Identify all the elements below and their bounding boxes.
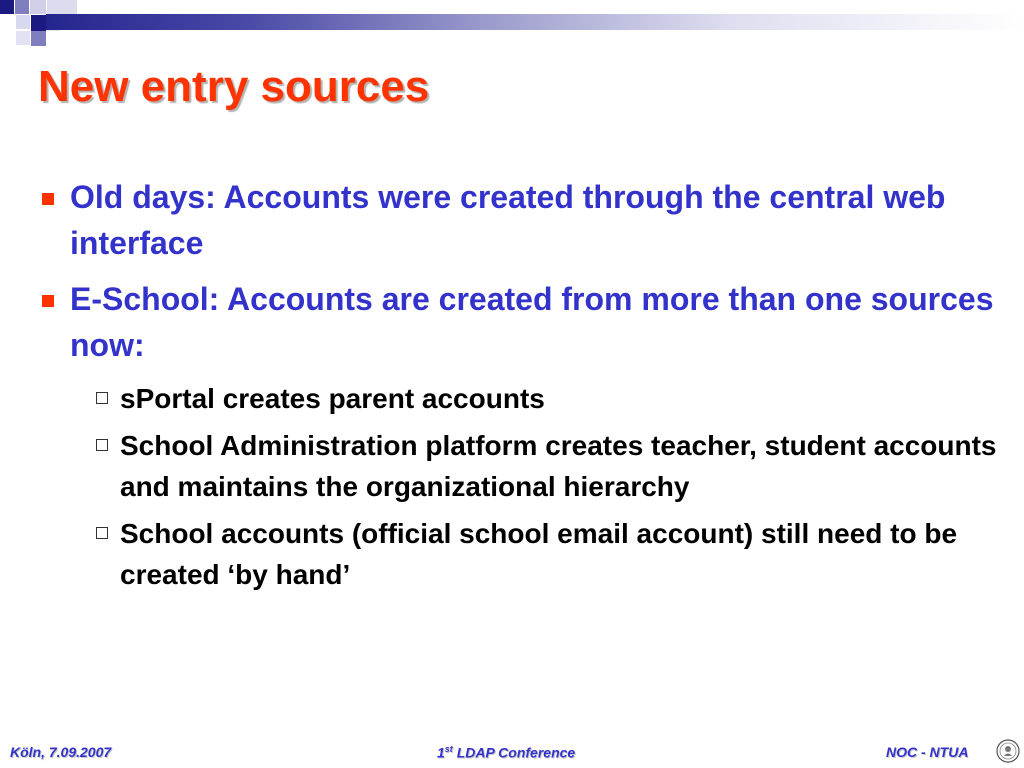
sub-bullet-item — [40, 378, 1000, 419]
bullet-text: E-School: Accounts are created from more than one sources now: — [70, 281, 994, 363]
square-bullet-icon — [42, 295, 54, 307]
footer-organization: NOC - NTUA — [886, 744, 969, 760]
bullet-text: Old days: Accounts were created through the central web interface — [70, 179, 946, 261]
corner-squares-decoration — [0, 0, 80, 60]
sub-bullet-text: School accounts (official school email account) still need to be created ‘by hand’ — [120, 518, 958, 590]
bullet-item — [40, 276, 1000, 368]
sub-bullet-item — [40, 513, 1000, 595]
sub-bullet-text: School Administration platform creates teacher, student accounts and maintains the organizational hierarchy — [120, 430, 997, 502]
slide-title: New entry sources — [38, 62, 430, 111]
footer-conference — [437, 744, 575, 761]
hollow-square-bullet-icon — [96, 392, 108, 404]
header-gradient-bar — [46, 14, 1024, 30]
bullet-item — [40, 174, 1000, 266]
footer-date: Köln, 7.09.2007 — [10, 744, 112, 760]
sub-bullet-item — [40, 425, 1000, 507]
footer-conference-number: 1 — [437, 744, 445, 761]
sub-bullet-text: sPortal creates parent accounts — [120, 383, 545, 414]
footer-conference-ordinal: st — [444, 744, 453, 754]
footer-conference-text: LDAP Conference — [452, 744, 576, 761]
square-bullet-icon — [42, 193, 54, 205]
hollow-square-bullet-icon — [96, 439, 108, 451]
slide-content — [40, 174, 1000, 601]
ntua-seal-logo-icon — [996, 739, 1020, 763]
hollow-square-bullet-icon — [96, 527, 108, 539]
